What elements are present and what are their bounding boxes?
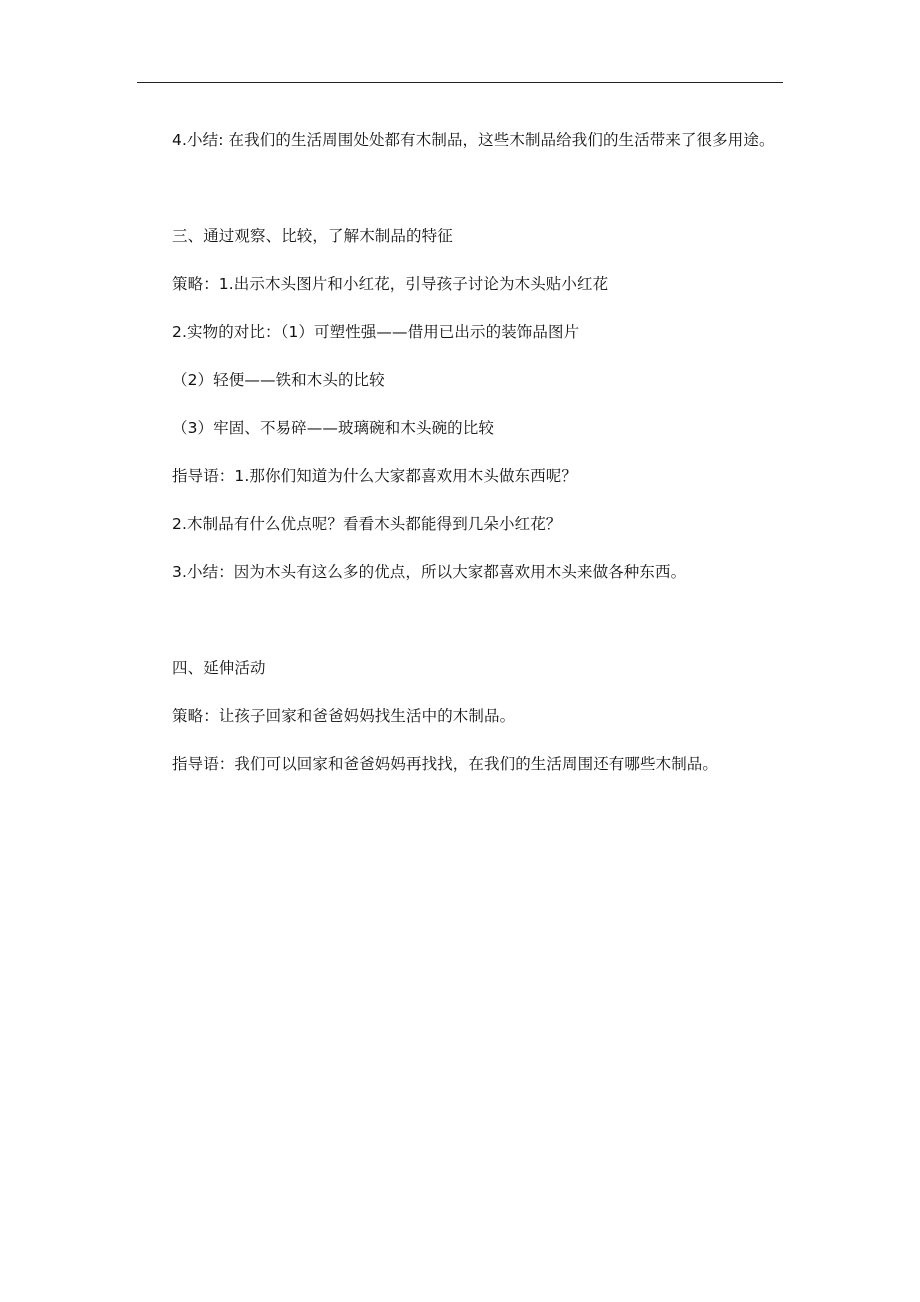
- extension-guidance: 指导语：我们可以回家和爸爸妈妈再找找，在我们的生活周围还有哪些木制品。: [172, 755, 719, 773]
- document-body: [172, 128, 802, 776]
- section-heading-4: 四、延伸活动: [172, 659, 266, 677]
- strategy-paragraph: 策略：1.出示木头图片和小红花，引导孩子讨论为木头贴小红花: [172, 275, 609, 293]
- extension-strategy: 策略：让孩子回家和爸爸妈妈找生活中的木制品。: [172, 707, 516, 725]
- comparison-item-2: （2）轻便——铁和木头的比较: [172, 371, 385, 389]
- guidance-paragraph-1: 指导语：1.那你们知道为什么大家都喜欢用木头做东西呢？: [172, 467, 577, 485]
- section-heading-3: 三、通过观察、比较，了解木制品的特征: [172, 227, 453, 245]
- summary-paragraph: 4.小结: 在我们的生活周围处处都有木制品，这些木制品给我们的生活带来了很多用途。: [172, 131, 775, 149]
- guidance-paragraph-2: 2.木制品有什么优点呢？看看木头都能得到几朵小红花？: [172, 515, 562, 533]
- comparison-paragraph: 2.实物的对比：（1）可塑性强——借用已出示的装饰品图片: [172, 323, 580, 341]
- comparison-item-3: （3）牢固、不易碎——玻璃碗和木头碗的比较: [172, 419, 494, 437]
- header-rule: [137, 82, 783, 83]
- summary-paragraph-3: 3.小结：因为木头有这么多的优点，所以大家都喜欢用木头来做各种东西。: [172, 563, 687, 581]
